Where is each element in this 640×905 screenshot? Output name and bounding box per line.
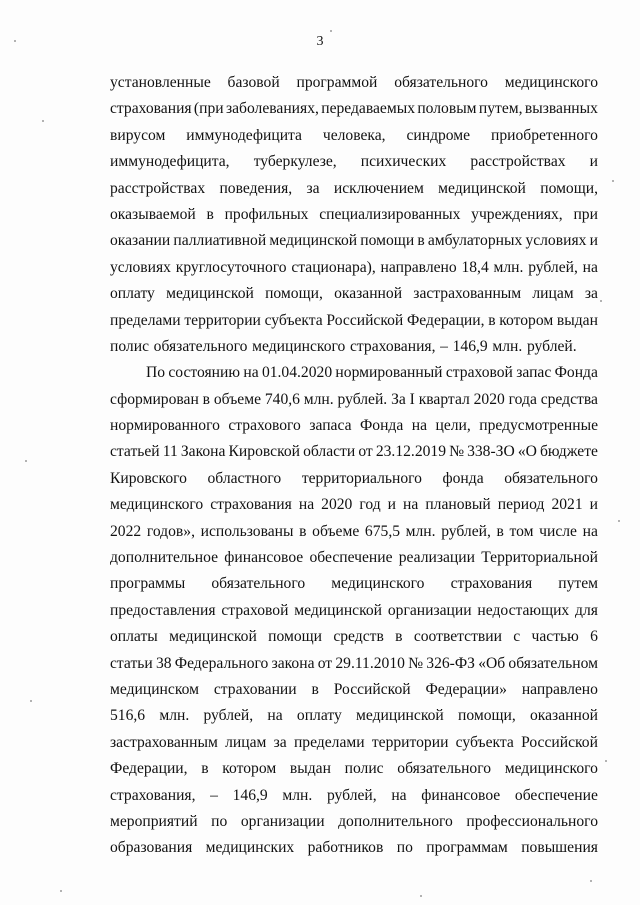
word: в <box>488 311 496 329</box>
word: иммунодефицита <box>186 126 302 144</box>
word: 146,9 <box>232 786 268 804</box>
word: предоставления <box>110 601 216 619</box>
word: млн. <box>159 707 190 725</box>
word: человека, <box>322 126 386 144</box>
word: млн. <box>282 786 313 804</box>
scan-speck <box>420 895 422 897</box>
word: в <box>201 760 209 778</box>
text-line <box>110 809 598 835</box>
text-line <box>110 571 598 597</box>
word: и <box>387 496 397 514</box>
word: мероприятий <box>110 812 198 830</box>
word: – <box>440 337 448 355</box>
word: 516,6 <box>110 707 146 725</box>
word: запаса <box>309 417 352 435</box>
word: профессионального <box>466 812 598 830</box>
word: страховой <box>221 601 289 619</box>
word: использованы <box>200 522 294 540</box>
text-line <box>110 545 598 571</box>
scan-speck <box>14 40 16 42</box>
word: помощи, <box>457 707 516 725</box>
word: 2021 <box>551 496 583 514</box>
word: половым <box>417 100 477 118</box>
word: программам <box>426 839 508 857</box>
word: Кировской <box>228 443 300 461</box>
word: рублей, <box>441 522 491 540</box>
word: медицинской <box>294 601 383 619</box>
word: приобретенного <box>490 126 598 144</box>
word: финансовое <box>421 786 501 804</box>
text-line <box>110 730 598 756</box>
word: медицинского <box>110 496 204 514</box>
word: за <box>306 179 320 197</box>
word: страхового <box>228 417 301 435</box>
scan-speck <box>60 890 62 892</box>
word: Кировского <box>110 469 187 487</box>
word: обязательного <box>394 74 488 91</box>
word: частью <box>531 628 579 646</box>
scan-speck <box>330 30 332 32</box>
word: направлено <box>521 680 598 698</box>
word: средства <box>540 390 598 408</box>
word: числе <box>539 522 577 540</box>
word: и <box>589 232 598 250</box>
word: медицинской <box>356 707 444 725</box>
word: за <box>273 733 287 751</box>
word: недостающих <box>477 601 570 619</box>
word: рублей, <box>203 707 254 725</box>
word: вирусом <box>110 126 166 144</box>
word: нормированный <box>335 364 443 382</box>
text-line <box>110 703 598 729</box>
word: запас <box>516 364 552 382</box>
word: оплату <box>110 285 155 303</box>
word: в <box>311 680 319 698</box>
word: Закона <box>180 443 226 461</box>
word: 675,5 <box>364 522 401 540</box>
word: субъекта <box>455 733 514 751</box>
word: оказанной <box>334 285 403 303</box>
word: стационара), <box>291 258 376 276</box>
word: при <box>573 205 598 223</box>
word: пределами <box>110 311 181 329</box>
word: оказанной <box>529 707 598 725</box>
word: плановый <box>425 496 491 514</box>
text-line <box>110 387 598 413</box>
word: областного <box>207 469 282 487</box>
word: предусмотренные <box>479 417 598 435</box>
word: программой <box>296 74 378 91</box>
word: страхования, <box>110 786 196 804</box>
word: работников <box>307 839 384 857</box>
word: повышения <box>521 839 598 857</box>
text-line <box>110 651 598 677</box>
word: застрахованным <box>413 285 522 303</box>
word: дополнительное <box>110 549 219 567</box>
word: путем, <box>478 100 523 118</box>
word: заболеваниях, <box>225 100 319 118</box>
word: реализации <box>398 549 475 567</box>
word: субъекта <box>264 311 323 329</box>
word: помощи <box>360 232 415 250</box>
word: в <box>496 522 504 540</box>
word: круглосуточного <box>175 258 287 276</box>
text-line <box>110 783 598 809</box>
word: том <box>509 522 534 540</box>
word: установленные <box>110 74 211 91</box>
word: Фонда <box>359 417 404 435</box>
word: учреждениях, <box>471 205 563 223</box>
word: 23.12.2019 <box>375 443 446 461</box>
word: средств <box>333 628 384 646</box>
word: обязательном <box>508 654 598 672</box>
word: для <box>575 601 598 619</box>
word: 38 <box>155 654 172 672</box>
word: млн. <box>405 522 436 540</box>
word: и <box>589 496 598 514</box>
word: медицинских <box>205 839 295 857</box>
word: на <box>411 417 428 435</box>
word: условиях <box>110 258 171 276</box>
word: обязательного <box>397 760 492 778</box>
word: Фонда <box>554 364 598 382</box>
word: 18,4 <box>461 258 489 276</box>
word: обязательного <box>153 337 248 355</box>
scan-speck <box>30 700 32 702</box>
word: выдан <box>289 760 331 778</box>
word: рублей, <box>326 786 377 804</box>
word: бюджете <box>540 443 598 461</box>
word: образования <box>110 839 193 857</box>
word: нормированного <box>110 417 220 435</box>
word: на <box>267 707 283 725</box>
word: на <box>243 364 259 382</box>
word: 2020 <box>473 390 505 408</box>
word: объеме <box>312 522 360 540</box>
word: пределами <box>293 733 365 751</box>
word: закона <box>271 654 315 672</box>
text-line <box>110 96 598 122</box>
word: года <box>508 390 537 408</box>
text-line <box>110 228 598 254</box>
word: Федерации, <box>406 311 485 329</box>
word: амбулаторных <box>427 232 523 250</box>
scan-speck <box>612 180 614 182</box>
word: рублей. <box>526 337 577 355</box>
word: исключением <box>333 179 424 197</box>
text-line <box>110 255 598 281</box>
word: помощи <box>268 628 323 646</box>
word: от <box>358 443 373 461</box>
text-line <box>110 70 598 96</box>
word: медицинской <box>269 232 358 250</box>
word: в <box>202 390 211 408</box>
word: За <box>391 390 406 408</box>
text-line <box>110 360 598 386</box>
word: передаваемых <box>321 100 415 118</box>
word: условиях <box>525 232 587 250</box>
word: рублей, <box>528 258 578 276</box>
word: обязательного <box>504 469 598 487</box>
scan-speck <box>600 300 602 302</box>
word: с <box>513 628 521 646</box>
word: медицинской <box>166 285 254 303</box>
word: 11 <box>162 443 178 461</box>
word: 6 <box>590 628 598 646</box>
word: Российской <box>333 680 411 698</box>
word: психических <box>360 153 447 171</box>
word: статьей <box>110 443 160 461</box>
word: в <box>299 522 307 540</box>
word: медицинского <box>504 74 598 91</box>
word: обеспечение <box>514 786 598 804</box>
word: выдан <box>556 311 598 329</box>
word: организации <box>387 601 472 619</box>
word: медицинского <box>504 760 598 778</box>
word: дополнительного <box>338 812 453 830</box>
word: туберкулезе, <box>253 153 337 171</box>
word: организации <box>240 812 325 830</box>
word: медицинского <box>331 575 425 593</box>
word: 740,6 <box>264 390 300 408</box>
word: 01.04.2020 <box>261 364 333 382</box>
word: в <box>395 628 403 646</box>
text-line <box>110 598 598 624</box>
word: финансовое <box>224 549 304 567</box>
word: котором <box>222 760 277 778</box>
word: «Об <box>478 654 506 672</box>
word: оплаты <box>110 628 158 646</box>
word: поведения, <box>219 179 293 197</box>
scan-speck <box>605 760 607 762</box>
text-line <box>110 334 598 360</box>
word: I <box>409 390 415 408</box>
word: Федерации, <box>110 760 188 778</box>
word: помощи, <box>265 285 323 303</box>
word: млн. <box>492 337 523 355</box>
word: базовой <box>227 74 280 91</box>
word: рублей. <box>337 390 388 408</box>
word: на <box>391 786 407 804</box>
word: «О <box>517 443 537 461</box>
word: оказании <box>110 232 171 250</box>
word: 2020 <box>321 496 353 514</box>
word: застрахованным <box>110 733 218 751</box>
word: квартал <box>418 390 470 408</box>
word: оказываемой <box>110 205 196 223</box>
text-line <box>110 176 598 202</box>
word: лицам <box>532 285 574 303</box>
word: на <box>298 496 315 514</box>
text-line <box>110 677 598 703</box>
word: соответствии <box>413 628 502 646</box>
document-body <box>110 70 598 862</box>
word: от <box>317 654 333 672</box>
word: Федерального <box>174 654 269 672</box>
word: расстройствах <box>110 179 206 197</box>
word: в <box>206 205 214 223</box>
word: фонда <box>442 469 484 487</box>
word: на <box>403 496 419 514</box>
word: цели, <box>435 417 471 435</box>
word: на <box>582 522 598 540</box>
word: Федерации» <box>425 680 507 698</box>
text-line <box>110 439 598 465</box>
text-line <box>110 835 598 861</box>
text-line <box>110 519 598 545</box>
word: (при <box>193 100 224 118</box>
word: По <box>146 364 166 382</box>
word: год <box>359 496 381 514</box>
word: страхования, <box>350 337 436 355</box>
word: 146,9 <box>452 337 488 355</box>
word: и <box>589 153 598 171</box>
word: годов», <box>146 522 195 540</box>
word: профильных <box>224 205 309 223</box>
word: период <box>497 496 545 514</box>
text-line <box>110 413 598 439</box>
word: лицам <box>225 733 267 751</box>
word: по <box>211 812 228 830</box>
word: страхования <box>450 575 533 593</box>
word: 29.11.2010 <box>335 654 405 672</box>
word: территории <box>184 311 261 329</box>
word: обязательного <box>211 575 306 593</box>
word: медицинского <box>252 337 346 355</box>
word: программы <box>110 575 186 593</box>
word: в <box>417 232 425 250</box>
word: территории <box>371 733 449 751</box>
word: оплату <box>296 707 342 725</box>
word: синдроме <box>406 126 471 144</box>
word: 338-ЗО <box>467 443 515 461</box>
text-line <box>110 756 598 782</box>
word: млн. <box>303 390 334 408</box>
word: области <box>303 443 356 461</box>
word: по <box>396 839 413 857</box>
word: территориального <box>301 469 422 487</box>
word: страховой <box>445 364 513 382</box>
word: № <box>408 654 424 672</box>
text-line <box>110 624 598 650</box>
word: – <box>210 786 218 804</box>
word: за <box>584 285 598 303</box>
text-line <box>110 281 598 307</box>
word: медицинском <box>110 680 199 698</box>
word: полис <box>344 760 384 778</box>
text-line <box>110 466 598 492</box>
word: страхования <box>210 496 292 514</box>
word: млн. <box>493 258 524 276</box>
word: 326-ФЗ <box>426 654 475 672</box>
word: паллиативной <box>173 232 267 250</box>
word: 2022 <box>110 522 142 540</box>
text-line <box>110 149 598 175</box>
word: Российской <box>521 733 598 751</box>
scan-speck <box>42 120 44 122</box>
word: направлено <box>380 258 457 276</box>
word: иммунодефицита, <box>110 153 230 171</box>
word: помощи, <box>540 179 598 197</box>
word: медицинской <box>438 179 526 197</box>
page-number: 3 <box>316 34 324 49</box>
word: путем <box>558 575 598 593</box>
word: страховании <box>213 680 297 698</box>
word: полис <box>110 337 149 355</box>
text-line <box>110 202 598 228</box>
scan-speck <box>618 520 620 522</box>
word: расстройствах <box>470 153 566 171</box>
scan-speck <box>25 460 27 462</box>
text-line <box>110 308 598 334</box>
word: медицинской <box>169 628 257 646</box>
word: котором <box>499 311 554 329</box>
text-line <box>110 123 598 149</box>
word: обеспечение <box>309 549 393 567</box>
word: на <box>582 258 598 276</box>
word: специализированных <box>319 205 461 223</box>
word: страхования <box>110 100 192 118</box>
word: Территориальной <box>481 549 598 567</box>
word: сформирован <box>110 390 199 408</box>
scan-speck <box>590 880 592 882</box>
word: статьи <box>110 654 153 672</box>
word: Российской <box>326 311 404 329</box>
text-line <box>110 492 598 518</box>
word: вызванных <box>524 100 598 118</box>
word: объеме <box>213 390 261 408</box>
word: № <box>449 443 464 461</box>
word: состоянию <box>168 364 241 382</box>
